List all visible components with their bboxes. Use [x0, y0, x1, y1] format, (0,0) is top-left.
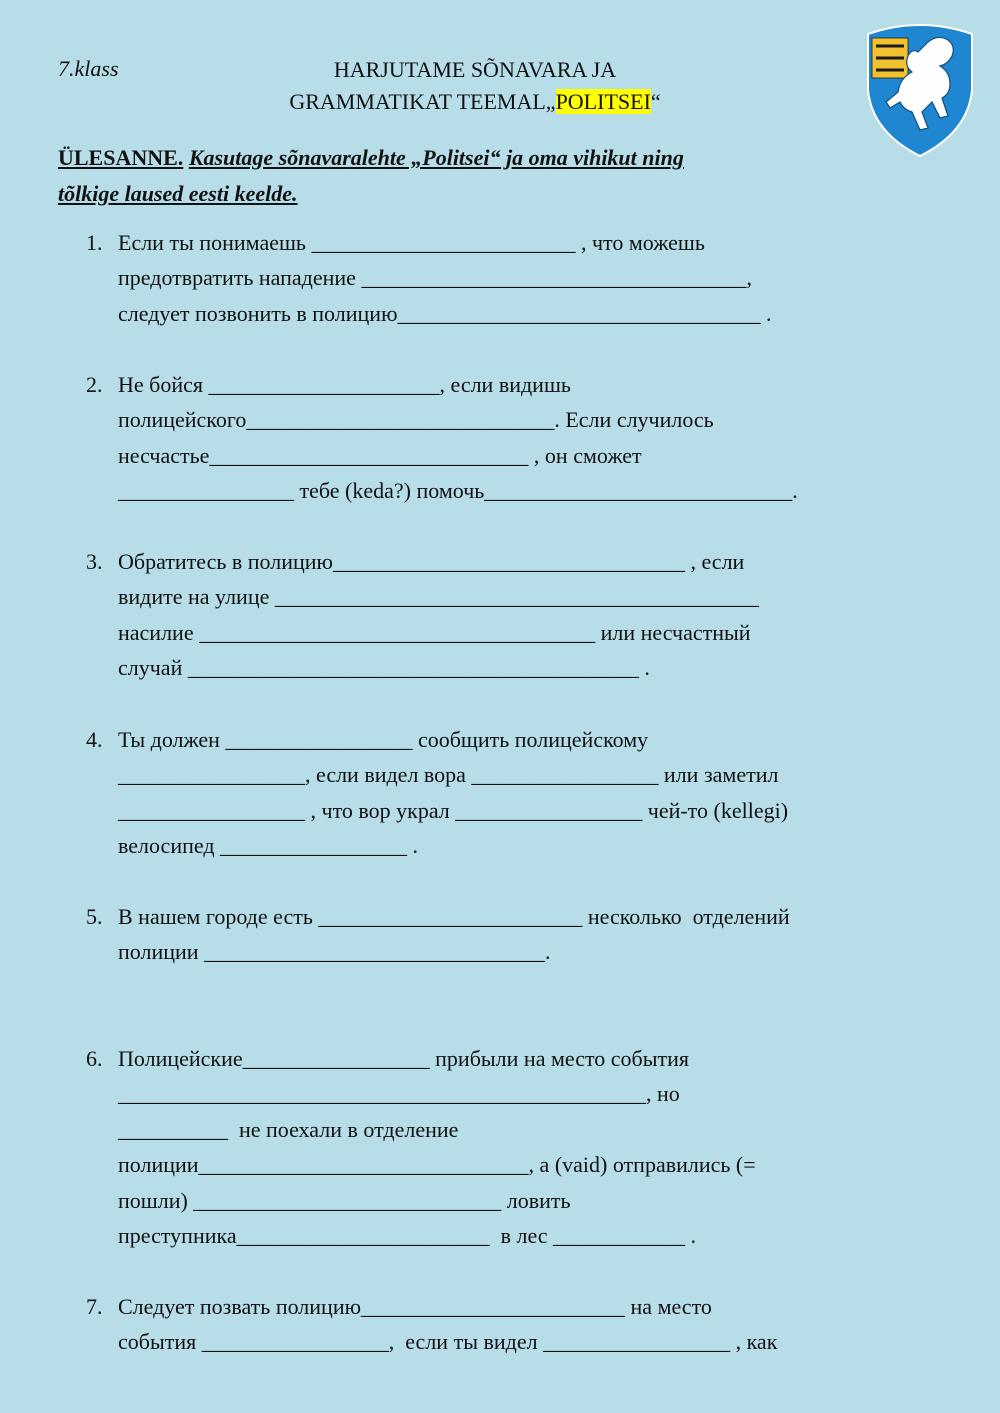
exercise-line: преступника_______________________ в лес ____________ . — [118, 1223, 697, 1248]
exercise-line: ________________ тебе (keda?) помочь____________________________. — [118, 478, 798, 503]
exercise-line: __________ не поехали в отделение — [118, 1117, 459, 1142]
exercise-number: 6. — [86, 1046, 103, 1071]
exercise-line: _________________ , что вор украл _________________ чей-то (kellegi) — [118, 798, 789, 823]
exercise-line: видите на улице ____________________________________________ — [118, 584, 759, 609]
exercise-number: 3. — [86, 549, 103, 574]
title-suffix: “ — [650, 89, 661, 114]
exercise-line: Если ты понимаешь ________________________ , что можешь — [118, 230, 705, 255]
title-highlight: POLITSEI — [555, 89, 651, 114]
police-emblem-icon — [864, 20, 976, 158]
title-prefix: GRAMMATIKAT TEEMAL„ — [289, 89, 556, 114]
title-line-1: HARJUTAME SÕNAVARA JA — [333, 57, 617, 82]
exercise-line: случай _________________________________________ . — [118, 655, 650, 680]
title-line-2 — [180, 86, 770, 118]
exercise-line: В нашем городе есть ________________________ несколько отделений — [118, 904, 790, 929]
exercise-line: ________________________________________________, но — [118, 1081, 680, 1106]
grade-label: 7.klass — [58, 56, 119, 81]
exercise-line: Полицейские_________________ прибыли на место события — [118, 1046, 690, 1071]
exercise-line: полиции _______________________________. — [118, 939, 551, 964]
exercise-number: 2. — [86, 372, 103, 397]
exercise-line: насилие ____________________________________ или несчастный — [118, 620, 751, 645]
exercise-number: 4. — [86, 727, 103, 752]
exercise-line: полицейского____________________________. Если случилось — [118, 407, 714, 432]
task-instruction-1: Kasutage sõnavaralehte „Politsei“ ja oma vihikut ning — [188, 145, 684, 170]
exercise-line: _________________, если видел вора _________________ или заметил — [118, 762, 779, 787]
exercise-line: следует позвонить в полицию_________________________________ . — [118, 301, 772, 326]
exercise-number: 5. — [86, 904, 103, 929]
task-instruction — [58, 140, 858, 212]
exercise-line: предотвратить нападение ___________________________________, — [118, 265, 752, 290]
exercise-line: Обратитесь в полицию________________________________ , если — [118, 549, 745, 574]
exercise-line: полиции______________________________, а (vaid) отправились (= — [118, 1152, 756, 1177]
exercise-line: Следует позвать полицию________________________ на место — [118, 1294, 712, 1319]
task-lead: ÜLESANNE. — [58, 145, 184, 170]
exercise-number: 7. — [86, 1294, 103, 1319]
exercise-line: Не бойся _____________________, если видишь — [118, 372, 571, 397]
exercise-line: велосипед _________________ . — [118, 833, 419, 858]
task-line-1 — [58, 140, 858, 176]
page-title — [180, 54, 770, 118]
exercise-number: 1. — [86, 230, 103, 255]
exercise-line: несчастье_____________________________ , он сможет — [118, 443, 642, 468]
task-instruction-2: tõlkige laused eesti keelde. — [58, 181, 298, 206]
exercise-line: события _________________, если ты видел _________________ , как — [118, 1329, 778, 1354]
exercise-line: пошли) ____________________________ ловить — [118, 1188, 571, 1213]
exercise-line: Ты должен _________________ сообщить полицейскому — [118, 727, 649, 752]
task-line-2 — [58, 176, 858, 212]
